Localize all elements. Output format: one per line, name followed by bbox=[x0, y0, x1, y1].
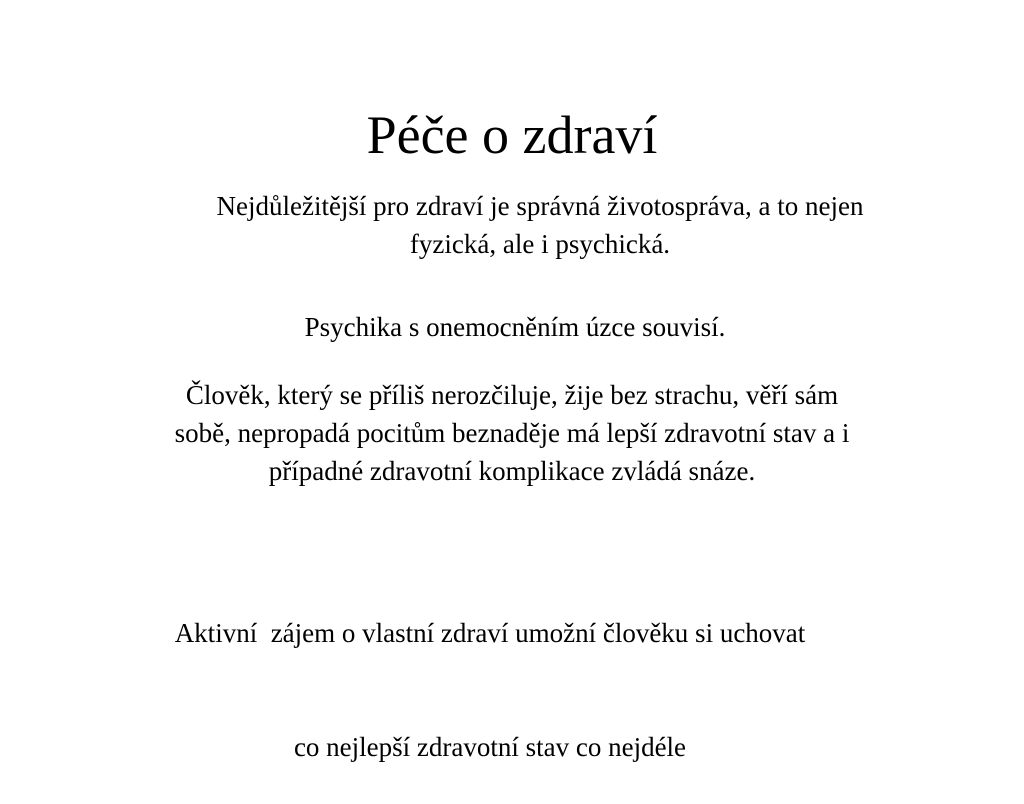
paragraph-line: sobě, nepropadá pocitům beznaděje má lepší zdravotní stav a i bbox=[174, 418, 850, 448]
paragraph-line: případné zdravotní komplikace zvládá snáze. bbox=[268, 456, 756, 486]
paragraph-line: Aktivní zájem o vlastní zdraví umožní člověku si uchovat bbox=[174, 618, 806, 648]
paragraph-person bbox=[50, 376, 974, 490]
paragraph-line: Nejdůležitější pro zdraví je správná životospráva, a to nejen bbox=[216, 191, 864, 221]
paragraph-line: Psychika s onemocněním úzce souvisí. bbox=[304, 312, 726, 342]
paragraph-line: co nejlepší zdravotní stav co nejdéle bbox=[293, 732, 687, 762]
paragraph-active-interest bbox=[40, 538, 940, 804]
paragraph-line: Člověk, který se příliš nerozčiluje, žije bez strachu, věří sám bbox=[185, 380, 839, 410]
paragraph-psyche bbox=[100, 308, 930, 346]
paragraph-line: fyzická, ale i psychická. bbox=[409, 229, 671, 259]
slide-title: Péče o zdraví bbox=[366, 105, 658, 165]
paragraph-lifestyle bbox=[100, 187, 980, 263]
